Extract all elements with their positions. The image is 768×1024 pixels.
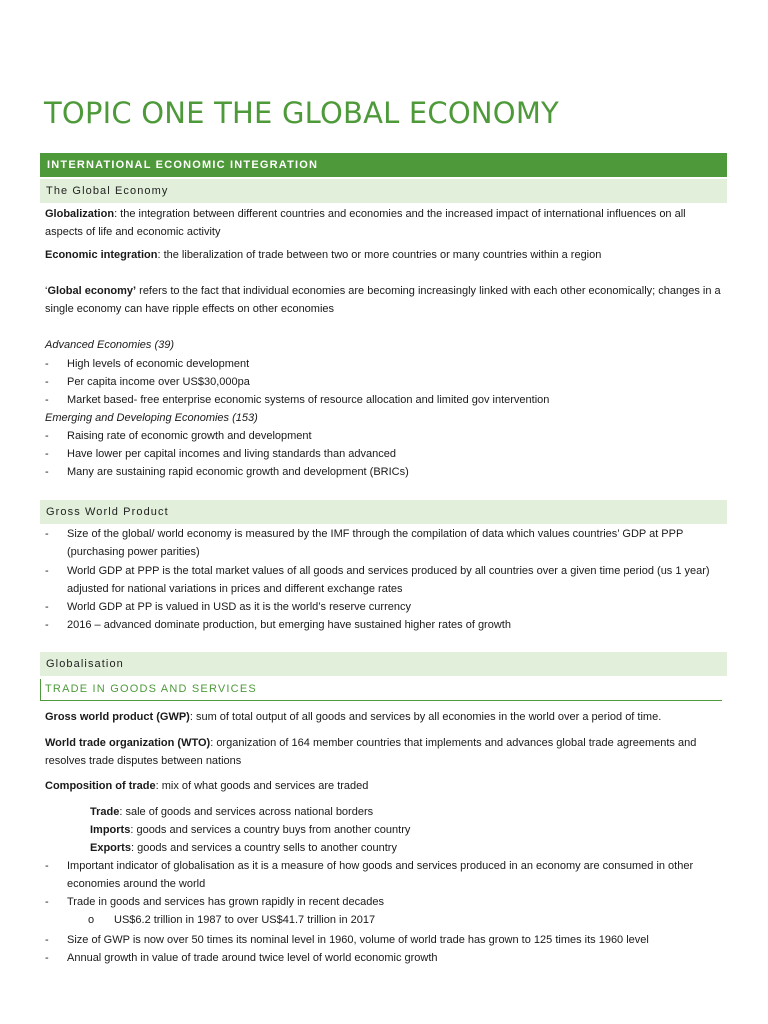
subheading-global-economy: The Global Economy bbox=[40, 179, 727, 203]
term-imports: Imports bbox=[90, 824, 131, 836]
term-exports: Exports bbox=[90, 842, 131, 854]
term-wto: World trade organization (WTO) bbox=[45, 737, 211, 749]
page-title: TOPIC ONE THE GLOBAL ECONOMY bbox=[44, 96, 559, 130]
definition-composition-of-trade: Composition of trade: mix of what goods and services are traded bbox=[45, 780, 369, 792]
subheading-gross-world-product: Gross World Product bbox=[40, 500, 727, 524]
definition-economic-integration: Economic integration: the liberalization of trade between two or more countries or many countries within a region bbox=[45, 249, 602, 261]
definition-globalization: Globalization: the integration between different countries and economies and the increased impact of international influences on all aspects of life and economic activity bbox=[45, 208, 686, 238]
section-heading-international-economic-integration: INTERNATIONAL ECONOMIC INTEGRATION bbox=[40, 153, 727, 177]
heading-trade-in-goods-and-services: TRADE IN GOODS AND SERVICES bbox=[40, 679, 722, 701]
term-economic-integration: Economic integration bbox=[45, 249, 158, 261]
definition-global-economy: ‘Global economy’ refers to the fact that individual economies are becoming increasingly linked with each other economically; changes in a single economy can have ripple effects on other economies bbox=[45, 285, 721, 315]
emerging-economies-heading: Emerging and Developing Economies (153) bbox=[45, 412, 258, 424]
term-global-economy: Global economy’ bbox=[47, 285, 137, 297]
definition-imports: Imports: goods and services a country buys from another country bbox=[90, 824, 411, 836]
definition-exports: Exports: goods and services a country sells to another country bbox=[90, 842, 397, 854]
term-composition-of-trade: Composition of trade bbox=[45, 780, 156, 792]
document-page: TOPIC ONE THE GLOBAL ECONOMY INTERNATIONAL ECONOMIC INTEGRATION The Global Economy Globalization: the integration between different countries and economies and the increased impact of international influences on all aspects of life and economic activity Economic integration: the liberalization of trade between two or more countries or many countries within a region ‘Global economy’ refers to the fact that individual economies are becoming increasingly linked with each other economically; changes in a single economy can have ripple effects on other economies Advanced Economies (39) - High levels of economic development - Per capita income over US$30,000pa - Market based- free enterprise economic systems of resource allocation and limited gov intervention Emerging and Developing Economies (153) - Raising rate of economic growth and development - Have lower per capital incomes and living standards than advanced - Many are sustaining rapid economic growth and development (BRICs) Gross World Product - Size of the global/ world economy is measured by the IMF through the compilation of data which values countries’ GDP at PPP (purchasing power parities) - World GDP at PPP is the total market values of all goods and services produced by all countries over a given time period (us 1 year) adjusted for national variations in prices and different exchange rates - World GDP at PP is valued in USD as it is the world’s reserve currency - 2016 – advanced dominate production, but emerging have sustained higher rates of growth Globalisation TRADE IN GOODS AND SERVICES Gross world product (GWP): sum of total output of all goods and services by all economies in the world over a period of time. World trade organization (WTO): organization of 164 member countries that implements and advances global trade agreements and resolves trade disputes between nations Composition of trade: mix of what goods and services are traded Trade: sale of goods and services across national borders Imports: goods and services a country buys from another country Exports: goods and services a country sells to another country - Important indicator of globalisation as it is a measure of how goods and services produced in an economy are consumed in other economies around the world - Trade in goods and services has grown rapidly in recent decades o US$6.2 trillion in 1987 to over US$41.7 trillion in 2017 - Size of GWP is now over 50 times its nominal level in 1960, volume of world trade has grown to 125 times its 1960 level - Annual growth in value of trade around twice level of world economic growth bbox=[0, 0, 768, 1024]
circle-bullet-icon: o bbox=[88, 914, 95, 926]
definition-trade: Trade: sale of goods and services across national borders bbox=[90, 806, 374, 818]
definition-wto: World trade organization (WTO): organization of 164 member countries that implements and advances global trade agreements and resolves trade disputes between nations bbox=[45, 737, 697, 767]
term-trade: Trade bbox=[90, 806, 120, 818]
subheading-globalisation: Globalisation bbox=[40, 652, 727, 676]
advanced-economies-heading: Advanced Economies (39) bbox=[45, 339, 175, 351]
term-globalization: Globalization bbox=[45, 208, 115, 220]
definition-gwp: Gross world product (GWP): sum of total output of all goods and services by all economies in the world over a period of time. bbox=[45, 711, 662, 723]
sub-list-item: o US$6.2 trillion in 1987 to over US$41.7 trillion in 2017 bbox=[88, 911, 375, 929]
term-gwp: Gross world product (GWP) bbox=[45, 711, 190, 723]
